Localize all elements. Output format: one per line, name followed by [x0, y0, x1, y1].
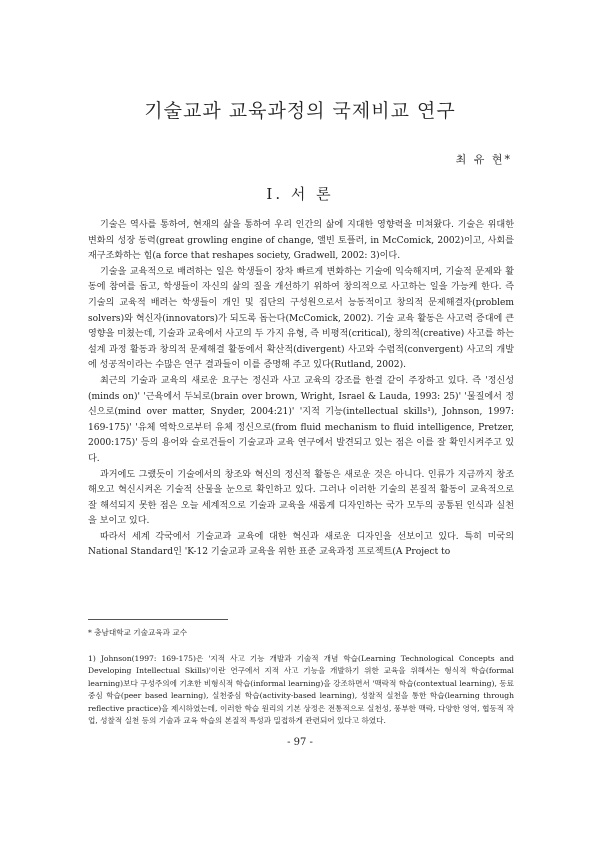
page-number: - 97 -: [287, 737, 313, 748]
body-text: [88, 218, 514, 561]
paragraph: 과거에도 그랬듯이 기술에서의 창조와 혁신의 정신적 활동은 새로운 것은 아니다. 인류가 지금까지 창조해오고 혁신시켜온 기술적 산물을 눈으로 확인하고 있다. 그러나 이러한 기술의 본질적 활동이 교육적으로 잘 해석되지 못한 점은 오늘 세계적으로 기술과 교육을 새롭게 디자인하는 국가 모두의 공통된 인식과 실천을 보이고 있다.: [88, 469, 514, 527]
paper-title: 기술교과 교육과정의 국제비교 연구: [144, 100, 456, 122]
paragraph: 최근의 기술과 교육의 새로운 요구는 정신과 사고 교육의 강조를 한결 같이 주장하고 있다. 즉 '정신성(minds on)' '근육에서 두뇌로(brain over brown, Wright, Israel & Lauda, 1993: 25)' '물질에서 정신으로(mind over matter, Snyder, 2004:21)' '지적 기능(intellectual skills¹), Johnson, 1997: 169-175)' '유체 역학으로부터 유체 정신으로(from fluid mechanism to fluid intelligence, Pretzer, 2000:175)' 등의 용어와 슬로건들이 기술교과 교육 연구에서 발견되고 있는 점은 이를 잘 확인시켜주고 있다.: [88, 375, 514, 464]
footnote-divider: [88, 619, 228, 620]
paragraph: 기술은 역사를 통하여, 현재의 삶을 통하여 우리 인간의 삶에 지대한 영향력을 미쳐왔다. 기술은 위대한 변화의 성장 동력(great growling engine of change, 앨빈 토플러, in McComick, 2002)이고, 사회를 재구조화하는 힘(a force that reshapes society, Gradwell, 2002: 3)이다.: [88, 220, 514, 262]
footnote-affiliation: * 충남대학교 기술교육과 교수: [88, 628, 188, 637]
paragraph: 따라서 세계 각국에서 기술교과 교육에 대한 혁신과 새로운 디자인을 선보이고 있다. 특히 미국의 National Standard인 'K-12 기술교과 교육을 위한 표준 교육과정 프로젝트(A Project to: [88, 531, 514, 558]
paragraph: 기술을 교육적으로 배려하는 일은 학생들이 장차 빠르게 변화하는 기술에 익숙해지며, 기술적 문제와 활동에 참여를 돕고, 학생들이 자신의 삶의 질을 개선하기 위하여 창의적으로 사고하는 일을 가능케 한다. 즉 기술의 교육적 배려는 학생들이 개인 및 집단의 구성원으로서 능동적이고 창의적 문제해결자(problem solvers)와 혁신자(innovators)가 되도록 돕는다(McComick, 2002). 기술 교육 활동은 사고력 증대에 큰 영향을 미쳤는데, 기술과 교육에서 사고의 두 가지 유형, 즉 비평적(critical), 창의적(creative) 사고를 하는 설계 과정 활동과 창의적 문제해결 활동에서 확산적(divergent) 사고와 수렴적(convergent) 사고의 개발에 성공적이라는 수많은 연구 결과들이 이를 증명해 주고 있다(Rutland, 2002).: [88, 266, 514, 371]
author-name: 최 유 현*: [455, 153, 512, 166]
section-heading: Ⅰ. 서 론: [266, 185, 334, 203]
footnote-1: 1) Johnson(1997: 169-175)은 '지적 사고 기능 개발과 기술적 개념 학습(Learning Technological Concepts and Developing Intellectual Skills)'이란 연구에서 지적 사고 기능을 개발하기 위한 교육을 위해서는 형식적 학습(formal learning)보다 구성주의에 기초한 비형식적 학습(informal learning)을 강조하면서 '맥락적 학습(contextual learning), 동료중심 학습(peer based learning), 실천중심 학습(activity-based learning), 성찰적 실천을 통한 학습(learning through reflective practice)을 제시하였는데, 이러한 학습 원리의 기본 상정은 전통적으로 실천성, 풍부한 맥락, 다양한 영역, 협동적 작업, 성찰적 실천 등의 기술과 교육 학습의 본질적 특성과 밀접하게 관련되어 있다고 하였다.: [88, 654, 514, 726]
